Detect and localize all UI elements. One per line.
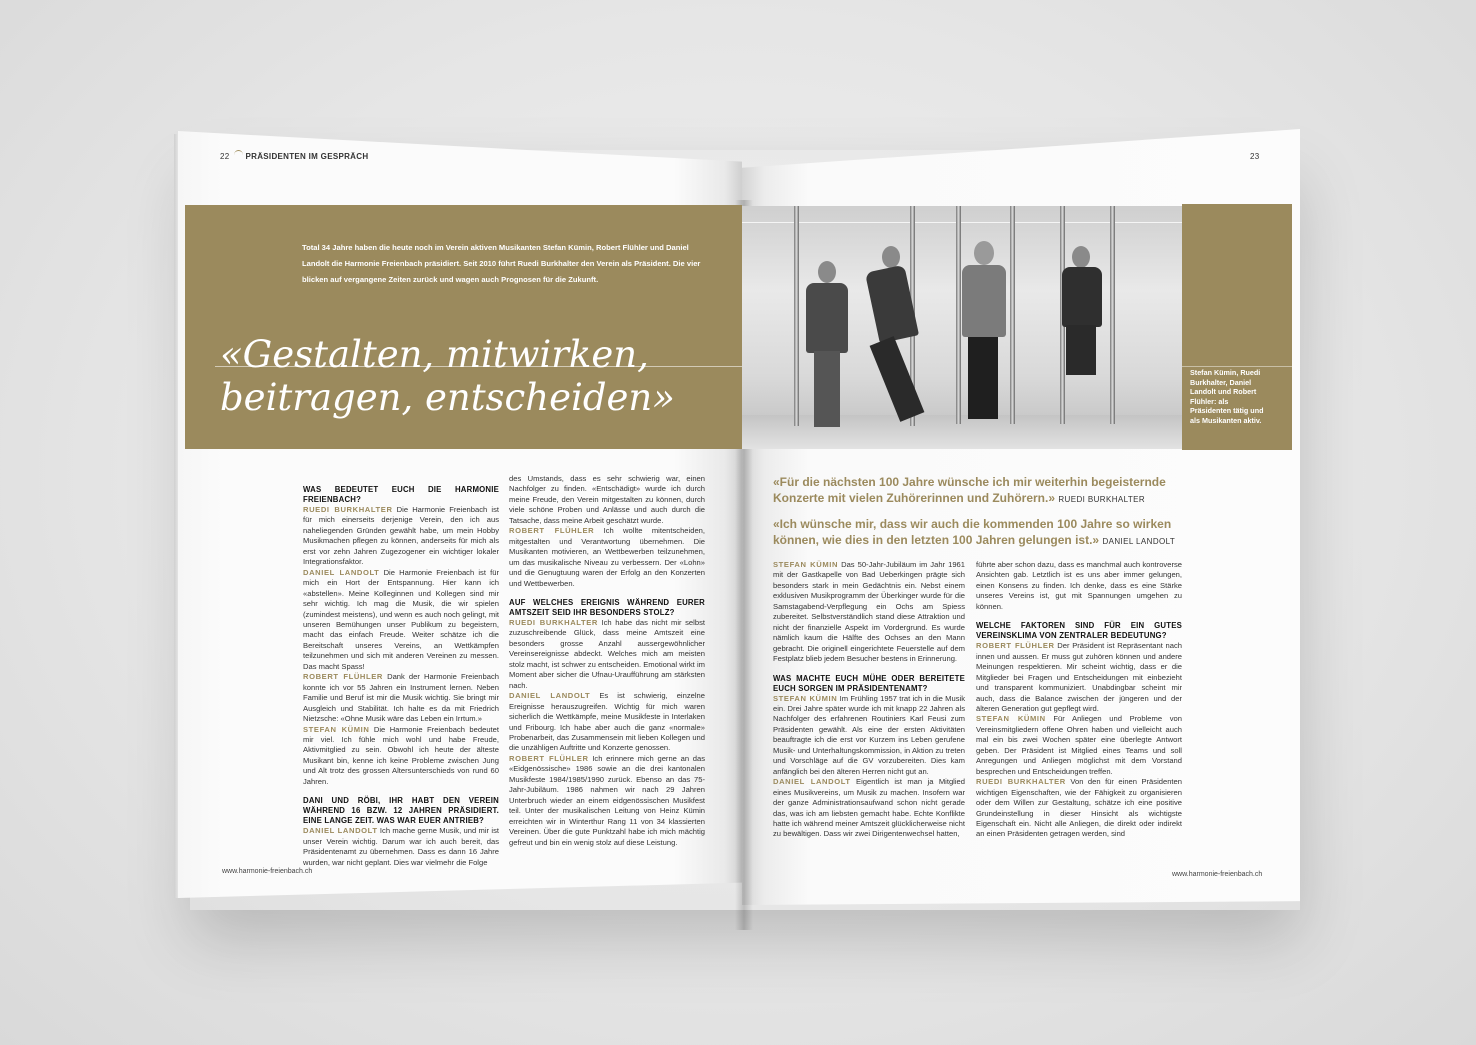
person-figure [862,246,932,426]
speaker-name: ROBERT FLÜHLER [509,753,589,763]
speaker-name: STEFAN KÜMIN [773,693,838,703]
question-heading: AUF WELCHES EREIGNIS WÄHREND EURER AMTSZEIT SEID IHR BESONDERS STOLZ? [509,597,705,617]
answer-paragraph [976,641,1182,714]
quote-author: DANIEL LANDOLT [1102,537,1176,546]
answer-text: Ich mache gerne Musik, und mir ist unser Verein wichtig. Darum war ich auch bereit, das Präsidentenamt zu übernehmen. Dass es dann 16 Jahre wurden, war nicht geplant. Dies war vielmehr die Folge [303,826,499,867]
answer-text: Es ist schwierig, einzelne Ereignisse herauszugreifen. Wichtig für mich waren sicherlich die Wettkämpfe, meine Musikfeste in Interlaken und Fribourg. Ich habe aber auch die ganz «normale» Probenarbeit, das Zusammensein mit lieben Kollegen und die unzähligen Auftritte und Konzerte genossen. [509,691,705,753]
headline [220,333,700,419]
photo-pole [794,206,799,426]
page-number-left: 22 [220,152,230,161]
answer-paragraph [509,754,705,848]
answer-paragraph [976,714,1182,777]
group-photo [742,206,1182,449]
answer-paragraph [509,618,705,691]
answer-text: Der Präsident ist Repräsentant nach innen und aussen. Er muss gut zuhören können und andere Meinungen respektieren. Mir scheint wichtig, dass er die Mitglieder bei Fragen und Entscheidungen mit einbezieht und transparent kommuniziert. Unabdingbar scheint mir auch, dass die Balance zwischen der jüngeren und der älteren Generation gut gepflegt wird. [976,641,1182,713]
answer-text: Das 50-Jahr-Jubiläum im Jahr 1961 mit der Gastkapelle von Bad Ueberkingen prägte sich besonders stark in mein Gedächtnis ein. Nebst einem exklusiven Musikprogramm der Überkinger wurde für die Samstagabend-Verpflegung ein Ochs am Spiess zubereitet. Selbstverständlich stand diese Attraktion und nicht der finanzielle Aspekt im Vordergrund. Es wurde nämlich kaum die Hälfte des Ochses an den Mann gebracht. Die originell eingerichtete Feuerstelle auf dem Festplatz blieb jedem Besucher bestens in Erinnerung. [773,560,965,664]
answer-paragraph [509,691,705,754]
right-column-1 [773,560,965,840]
speaker-name: DANIEL LANDOLT [773,777,851,787]
person-figure [952,241,1012,423]
answer-paragraph [509,526,705,589]
photo-wall-line [742,222,1182,223]
speaker-name: RUEDI BURKHALTER [303,505,393,514]
answer-text: Die Harmonie Freienbach ist für mich ein Hort der Entspannung. Hier kann ich «abstellen». Meine Kolleginnen und Kollegen sind mir sehr wichtig. Ich mag die Musik, die wir spielen (zumindest meistens), und wenn es auch noch gelingt, mit unseren Bemühungen unser Publikum zu begeistern, macht das einfach Freude. Weiter schätze ich die Bereitschaft unseres Vereins, an Wettkämpfen teilzunehmen und sich mit anderen Vereinen zu messen. Das macht Spass! [303,567,499,671]
answer-paragraph [773,694,965,778]
left-page-header [220,150,368,161]
speaker-name: RUEDI BURKHALTER [976,777,1066,787]
speaker-name: DANIEL LANDOLT [303,826,378,836]
answer-paragraph [773,777,965,840]
answer-paragraph [303,505,499,568]
speaker-name: STEFAN KÜMIN [976,714,1046,724]
right-column-2 [976,560,1182,840]
footer-url-right: www.harmonie-freienbach.ch [1172,871,1263,878]
question-heading: DANI UND RÖBI, IHR HABT DEN VEREIN WÄHREND 16 BZW. 12 JAHREN PRÄSIDIERT. EINE LANGE ZEIT. WAS WAR EUER ANTRIEB? [303,796,499,826]
answer-text: Ich erinnere mich gerne an das «Eidgenössische» 1986 sowie an die drei kantonalen Musikfeste 1984/1985/1990 zurück. Ebenso an das 75-Jahr-Jubiläum. 1986 nahmen wir nach 29 Jahren Unterbruch wieder an einem eidgenössischen Musikfest teil. Unter der musikalischen Leitung von Heinz Kümin erreichten wir in Winterthur Rang 11 von 34 klassierten Vereinen. Über die gute Punktzahl habe ich mich mächtig gefreut und bin ein wenig stolz auf diese Leistung. [509,753,705,847]
answer-text: Dank der Harmonie Freienbach konnte ich vor 55 Jahren ein Instrument lernen. Neben Familie und Beruf ist mir die Musik wichtig. Sie bringt mir Ausgleich und Stabilität. Ich halte es da mit Friedrich Nietzsche: «Ohne Musik wäre das Leben ein Irrtum.» [303,672,499,724]
answer-paragraph: des Umstands, dass es sehr schwierig war, einen Nachfolger zu finden. «Entschädigt» wurde ich durch meine Freude, den Verein mitgestalten zu können, durch viele schöne Proben und Anlässe und auch durch die Tatsache, dass meine Arbeit geschätzt wurde. [509,474,705,525]
page-number-right: 23 [1250,152,1260,161]
answer-paragraph [303,568,499,673]
answer-text: Eigentlich ist man ja Mitglied eines Musikvereins, um Musik zu machen. Insofern war der ganze Administrationsaufwand schon nicht gerade das, was ich am liebsten gemacht habe. Echte Konflikte hatte ich während meiner Amtszeit glücklicherweise nicht zu bewältigen. Dass wir zwei Dirigentenwechsel hatten, [773,777,965,839]
speaker-name: ROBERT FLÜHLER [303,672,383,682]
answer-paragraph [303,672,499,724]
headline-line-2: beitragen, entscheiden» [220,376,675,419]
answer-paragraph [773,560,965,665]
quote-text: «Ich wünsche mir, dass wir auch die kommenden 100 Jahre so wirken können, wie dies in den letzten 100 Jahren gelungen ist.» [773,517,1172,547]
answer-text: Ich wollte mitentscheiden, mitgestalten und Verantwortung übernehmen. Die Musikanten motivieren, an Wettbewerben teilzunehmen, um das musikalische Niveau zu verbessern. Der «Lohn» und die Genugtuung waren der Erfolg an den Konzerten und Wettbewerben. [509,526,706,588]
footer-url-left: www.harmonie-freienbach.ch [222,868,313,875]
speaker-name: ROBERT FLÜHLER [509,526,595,536]
person-figure [802,261,852,431]
speaker-name: STEFAN KÜMIN [303,724,370,734]
answer-paragraph [303,725,499,788]
question-heading: WAS MACHTE EUCH MÜHE ODER BEREITETE EUCH SORGEN IM PRÄSIDENTENAMT? [773,673,965,693]
answer-text: Im Frühling 1957 trat ich in die Musik ein. Drei Jahre später wurde ich mit knapp 22 Jahren als Nachfolger des erfahrenen Routiniers Karl Feusi zum Präsidenten gewählt. Als eine der ersten Aktivitäten beauftragte ich die erst vor Kurzem ins Leben gerufene Musik- und Unterhaltungskommission, in Aktion zu treten und Vorschläge auf die GV vorzubereiten. Dies kam anfänglich bei den älteren Herren nicht gut an. [773,693,965,776]
section-title: PRÄSIDENTEN IM GESPRÄCH [245,152,369,161]
pull-quote-1 [773,474,1193,508]
left-column-2 [509,474,705,848]
answer-text: Ich habe das nicht mir selbst zuzuschreibende Glück, dass meine Amtszeit eine besonders grosse Anzahl aussergewöhnlicher Vereinsereignisse abdeckt. Welches mich am meisten stolz macht, ist schwer zu entscheiden. Emotional wirkt im Moment aber sicher die Ufnau-Uraufführung am stärksten nach. [509,617,705,690]
left-column-1 [303,485,499,868]
answer-text: Für Anliegen und Probleme von Vereinsmitgliedern offene Ohren haben und vielleicht auch mal ein bis zwei Wochen später eine überlegte Antwort geben. Der Präsident ist Mitglied eines Teams und soll Anregungen und Anliegen möglichst mit dem Vorstand besprechen und Entscheidungen treffen. [976,714,1182,776]
speaker-name: DANIEL LANDOLT [509,691,591,701]
intro-text: Total 34 Jahre haben die heute noch im Verein aktiven Musikanten Stefan Kümin, Robert Flühler und Daniel Landolt die Harmonie Freienbach präsidiert. Seit 2010 führt Ruedi Burkhalter den Verein als Präsident. Die vier blicken auf vergangene Zeiten zurück und wagen auch Prognosen für die Zukunft. [302,243,701,284]
speaker-name: RUEDI BURKHALTER [509,617,598,627]
answer-text: Von den für einen Präsidenten wichtigen Eigenschaften, wie der Fähigkeit zu organisieren oder dem Willen zur Gestaltung, schätze ich eine positive Grundeinstellung in dieser Hinsicht als wichtigste Eigenschaft ein. Nicht alle Anliegen, die direkt oder indirekt an einen Präsidenten getragen werden, sind [976,777,1182,839]
arc-icon [234,150,243,160]
question-heading: WELCHE FAKTOREN SIND FÜR EIN GUTES VEREINSKLIMA VON ZENTRALER BEDEUTUNG? [976,621,1182,641]
photo-caption: Stefan Kümin, Ruedi Burkhalter, Daniel Landolt und Robert Flühler: als Präsidenten tätig und als Musikanten aktiv. [1190,368,1264,425]
quote-text: «Für die nächsten 100 Jahre wünsche ich mir weiterhin begeisternde Konzerte mit vielen Zuhörerinnen und Zuhörern.» [773,475,1166,505]
speaker-name: STEFAN KÜMIN [773,560,839,569]
quote-author: RUEDI BURKHALTER [1058,495,1146,504]
question-heading: WAS BEDEUTET EUCH DIE HARMONIE FREIENBACH? [303,485,499,504]
pull-quote-2 [773,516,1193,550]
answer-text: Die Harmonie Freienbach ist für mich einerseits derjenige Verein, den ich aus naheliegenden Gründen gewählt habe, um mein Hobby Musikmachen pflegen zu können, anderseits für mich als erst vor zehn Jahren Zugezogener ein wichtiger lokaler Integrationsfaktor. [303,505,499,567]
answer-paragraph [976,777,1182,840]
answer-paragraph: führte aber schon dazu, dass es manchmal auch kontroverse Ansichten gab. Letztlich ist es uns aber immer gelungen, einen Konsens zu finden. Ich denke, dass es eine Stärke unseres Vereins ist, gut mit Spannungen umgehen zu können. [976,560,1182,611]
speaker-name: ROBERT FLÜHLER [976,641,1055,651]
answer-paragraph [303,826,499,868]
person-figure [1052,211,1112,381]
answer-text: Die Harmonie Freienbach bedeutet mir viel. Ich fühle mich wohl und habe Freude, Aktivmitglied zu sein. Obwohl ich heute der älteste Musikant bin, kenne ich keine Probleme zwischen Jung und Alt trotz des grossen Altersunterschieds von rund 60 Jahren. [303,724,499,786]
headline-line-1: «Gestalten, mitwirken, [220,333,649,376]
speaker-name: DANIEL LANDOLT [303,567,380,577]
